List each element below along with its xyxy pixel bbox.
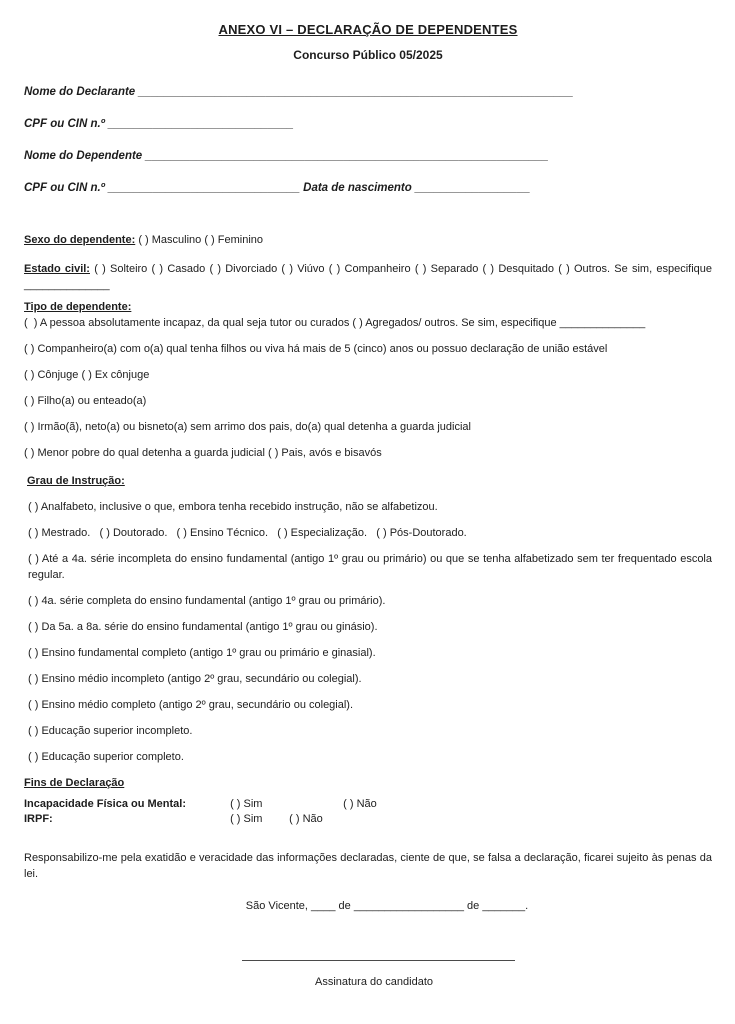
field-declarant-name — [24, 84, 712, 100]
irpf-sim-option: ( ) Sim — [230, 813, 263, 825]
fins-row-irpf — [24, 812, 712, 827]
signature-line — [242, 960, 515, 961]
field-dependent-name — [24, 148, 712, 164]
field-declarant-cpf — [24, 116, 712, 132]
fins-row-incapacidade — [24, 797, 712, 812]
field-dependent-cpf-birth — [24, 180, 712, 196]
checkbox-option-ate-4a-serie: ( ) Até a 4a. série incompleta do ensino fundamental (antigo 1º grau ou primário) ou que se tenha alfabetizado sem ter frequentado escola regular. — [28, 553, 712, 581]
fins-declaracao-rows — [24, 797, 712, 827]
responsibility-statement: Responsabilizo-me pela exatidão e veracidade das informações declaradas, ciente de que, se falsa a declaração, ficarei sujeito às penas da lei. — [24, 852, 712, 880]
section-estado-civil — [24, 261, 712, 293]
form-title: ANEXO VI – DECLARAÇÃO DE DEPENDENTES — [218, 22, 518, 37]
declarant-name-blank-line: ____________________________________________________________________ — [138, 86, 574, 98]
checkbox-option-irmao-neto: ( ) Irmão(ã), neto(a) ou bisneto(a) sem arrimo dos pais, do(a) qual detenha a guarda judicial — [24, 421, 471, 433]
tipo-dependente-options — [24, 315, 712, 461]
checkbox-option-incapaz: ( ) A pessoa absolutamente incapaz, da qual seja tutor ou curados ( ) Agregados/ outros. Se sim, especifique ______________ — [24, 317, 646, 329]
checkbox-option-superior-incompleto: ( ) Educação superior incompleto. — [28, 725, 193, 737]
checkbox-option-menor-pobre: ( ) Menor pobre do qual detenha a guarda judicial ( ) Pais, avós e bisavós — [24, 447, 382, 459]
tipo-dependente-section-label: Tipo de dependente: — [24, 301, 132, 313]
checkbox-option-conjuge: ( ) Cônjuge ( ) Ex cônjuge — [24, 369, 150, 381]
grau-instrucao-options — [24, 499, 712, 765]
sexo-section-label: Sexo do dependente: — [24, 234, 136, 246]
birth-date-blank-line: __________________ — [415, 182, 531, 194]
checkbox-option-companheiro: ( ) Companheiro(a) com o(a) qual tenha filhos ou viva há mais de 5 (cinco) anos ou possuo declaração de união estável — [24, 343, 608, 355]
section-sexo — [24, 232, 712, 248]
checkbox-option-superior-completo: ( ) Educação superior completo. — [28, 751, 184, 763]
birth-date-label: Data de nascimento — [303, 182, 412, 194]
irpf-label: IRPF: — [24, 813, 53, 825]
form-subtitle: Concurso Público 05/2025 — [293, 48, 443, 62]
dependent-name-label: Nome do Dependente — [24, 150, 143, 162]
checkbox-option-medio-incompleto: ( ) Ensino médio incompleto (antigo 2º grau, secundário ou colegial). — [28, 673, 362, 685]
incapacidade-sim-option: ( ) Sim — [230, 798, 263, 810]
incapacidade-nao-option: ( ) Não — [343, 798, 377, 810]
checkbox-option-pos-graduacao: ( ) Mestrado. ( ) Doutorado. ( ) Ensino Técnico. ( ) Especialização. ( ) Pós-Doutorado. — [28, 527, 467, 539]
dependent-name-blank-line: _______________________________________________________________ — [145, 150, 549, 162]
incapacidade-label: Incapacidade Física ou Mental: — [24, 798, 186, 810]
declarant-cpf-blank-line: _____________________________ — [108, 118, 294, 130]
checkbox-option-medio-completo: ( ) Ensino médio completo (antigo 2º grau, secundário ou colegial). — [28, 699, 354, 711]
irpf-nao-option: ( ) Não — [289, 813, 323, 825]
checkbox-option-filho: ( ) Filho(a) ou enteado(a) — [24, 395, 147, 407]
sexo-options: ( ) Masculino ( ) Feminino — [138, 234, 264, 246]
fins-declaracao-section-label: Fins de Declaração — [24, 777, 125, 789]
header-fields — [24, 84, 712, 196]
checkbox-option-analfabeto: ( ) Analfabeto, inclusive o que, embora tenha recebido instrução, não se alfabetizou. — [28, 501, 438, 513]
checkbox-option-5a-8a-serie: ( ) Da 5a. a 8a. série do ensino fundamental (antigo 1º grau ou ginásio). — [28, 621, 378, 633]
declarant-cpf-label: CPF ou CIN n.º — [24, 118, 105, 130]
date-place-line: São Vicente, ____ de __________________ de _______. — [245, 900, 529, 912]
estado-civil-options: ( ) Solteiro ( ) Casado ( ) Divorciado ( ) Viúvo ( ) Companheiro ( ) Separado ( ) Desquitado ( ) Outros. Se sim, especifique ______________ — [24, 263, 713, 291]
dependent-cpf-label: CPF ou CIN n.º — [24, 182, 105, 194]
grau-instrucao-section-label: Grau de Instrução: — [27, 475, 125, 487]
checkbox-option-4a-serie-completa: ( ) 4a. série completa do ensino fundamental (antigo 1º grau ou primário). — [28, 595, 386, 607]
signature-label: Assinatura do candidato — [314, 976, 434, 988]
estado-civil-section-label: Estado civil: — [24, 263, 90, 275]
checkbox-option-fundamental-completo: ( ) Ensino fundamental completo (antigo 1º grau ou primário e ginasial). — [28, 647, 376, 659]
dependent-cpf-blank-line: ______________________________ — [108, 182, 300, 194]
declarant-name-label: Nome do Declarante — [24, 86, 136, 98]
